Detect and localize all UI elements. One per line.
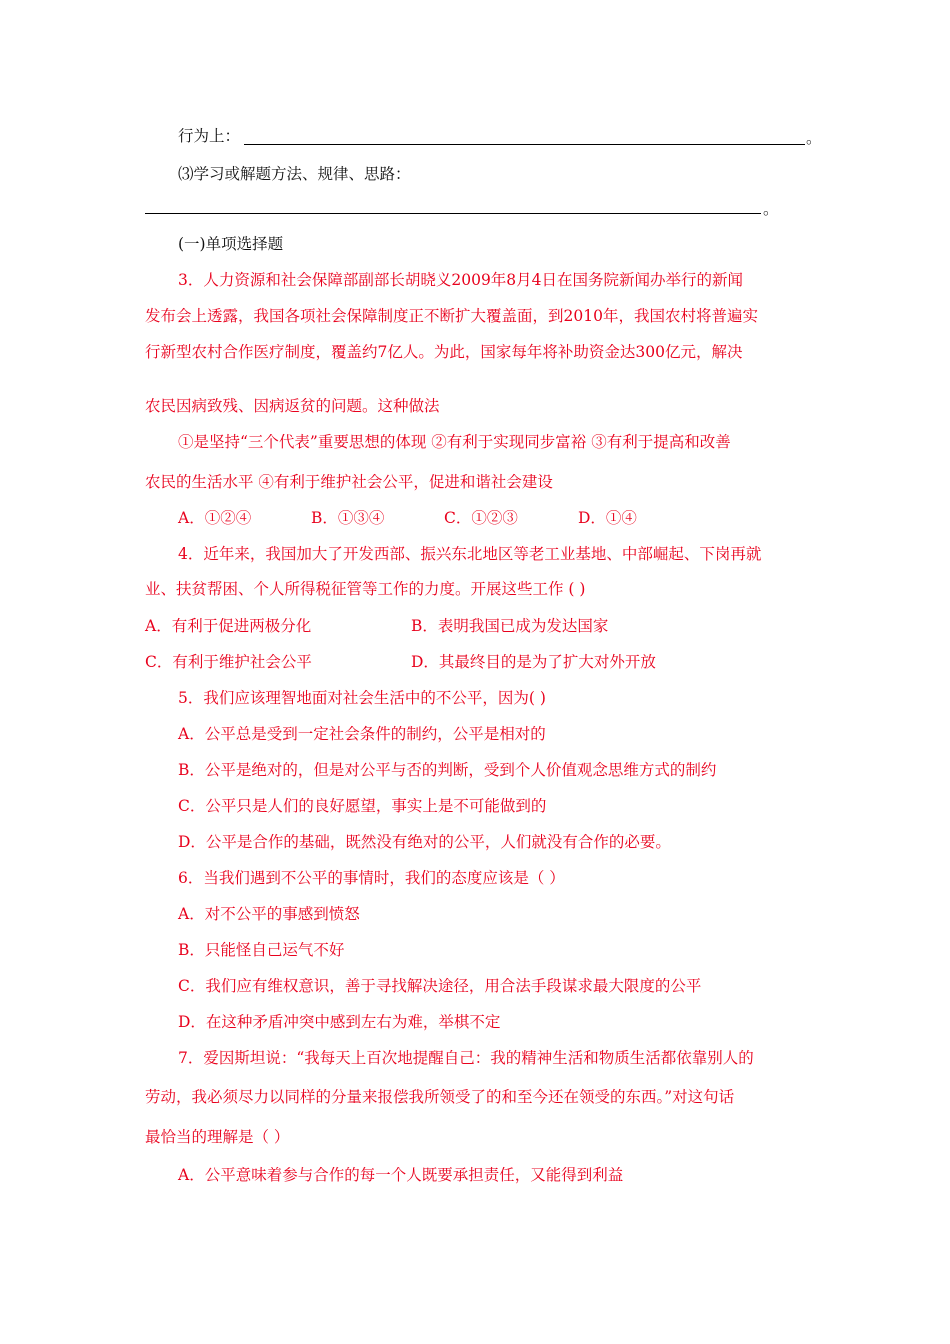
behavior-end: 。 [806, 129, 822, 147]
q7-line: 7．爱因斯坦说：“我每天上百次地提醒自己：我的精神生活和物质生活都依靠别人的 [178, 1049, 754, 1067]
q3-option-c: C．①②③ [444, 509, 518, 527]
q4-line: 业、扶贫帮困、个人所得税征管等工作的力度。开展这些工作 ( ) [145, 580, 586, 598]
section-title: (一)单项选择题 [178, 235, 284, 253]
behavior-answer-line [244, 144, 805, 145]
q3-line: 3．人力资源和社会保障部副部长胡晓义2009年8月4日在国务院新闻办举行的新闻 [178, 271, 744, 289]
behavior-label: 行为上： [178, 127, 241, 145]
q4-option-d: D．其最终目的是为了扩大对外开放 [411, 653, 656, 671]
q3-line: 农民因病致残、因病返贫的问题。这种做法 [145, 397, 440, 415]
q4-line: 4．近年来，我国加大了开发西部、振兴东北地区等老工业基地、中部崛起、下岗再就 [178, 545, 762, 563]
q6-option-b: B．只能怪自己运气不好 [178, 941, 345, 959]
q4-option-c: C．有利于维护社会公平 [145, 653, 312, 671]
q6-option-c: C．我们应有维权意识，善于寻找解决途径，用合法手段谋求最大限度的公平 [178, 977, 702, 995]
q6-option-a: A．对不公平的事感到愤怒 [178, 905, 360, 923]
q5-option-b: B．公平是绝对的，但是对公平与否的判断，受到个人价值观念思维方式的制约 [178, 761, 717, 779]
q5-option-a: A．公平总是受到一定社会条件的制约，公平是相对的 [178, 725, 546, 743]
q3-statement: ①是坚持“三个代表”重要思想的体现 ②有利于实现同步富裕 ③有利于提高和改善 [178, 433, 731, 451]
q3-option-d: D．①④ [578, 509, 637, 527]
method-end: 。 [763, 200, 779, 218]
q7-option-a: A．公平意味着参与合作的每一个人既要承担责任，又能得到利益 [178, 1166, 624, 1184]
q3-statement: 农民的生活水平 ④有利于维护社会公平，促进和谐社会建设 [145, 473, 553, 491]
method-label: ⑶学习或解题方法、规律、思路： [178, 165, 411, 183]
q7-line: 劳动，我必须尽力以同样的分量来报偿我所领受了的和至今还在领受的东西。”对这句话 [145, 1088, 735, 1106]
q4-option-b: B．表明我国已成为发达国家 [411, 617, 609, 635]
q5-stem: 5．我们应该理智地面对社会生活中的不公平，因为( ) [178, 689, 546, 707]
method-answer-line [145, 213, 761, 214]
q4-option-a: A．有利于促进两极分化 [145, 617, 312, 635]
q3-line: 发布会上透露，我国各项社会保障制度正不断扩大覆盖面，到2010年，我国农村将普遍实 [145, 307, 758, 325]
q3-option-b: B．①③④ [311, 509, 385, 527]
q5-option-c: C．公平只是人们的良好愿望，事实上是不可能做到的 [178, 797, 547, 815]
q7-line: 最恰当的理解是（ ） [145, 1128, 290, 1146]
q3-option-a: A．①②④ [178, 509, 252, 527]
q6-stem: 6．当我们遇到不公平的事情时，我们的态度应该是（ ） [178, 869, 565, 887]
q5-option-d: D．公平是合作的基础，既然没有绝对的公平，人们就没有合作的必要。 [178, 833, 671, 851]
q6-option-d: D．在这种矛盾冲突中感到左右为难，举棋不定 [178, 1013, 501, 1031]
q3-line: 行新型农村合作医疗制度，覆盖约7亿人。为此，国家每年将补助资金达300亿元，解决 [145, 343, 743, 361]
